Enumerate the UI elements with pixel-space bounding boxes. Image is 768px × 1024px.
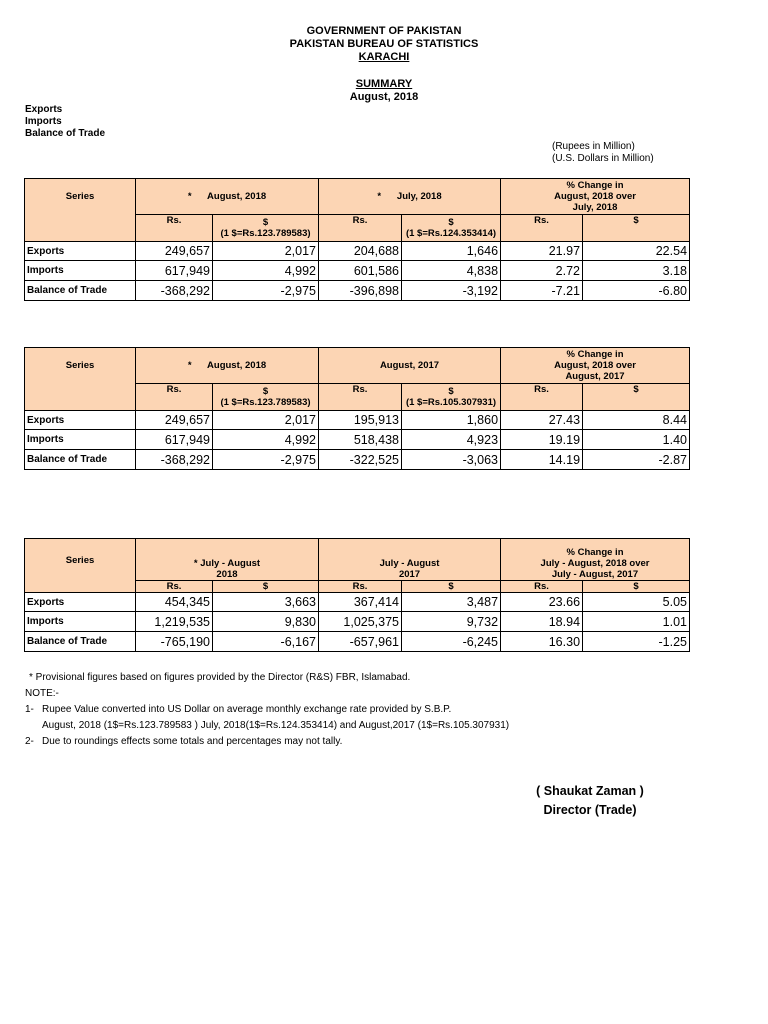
cell-value: 4,992 [213,261,319,281]
cell-value: -3,063 [402,450,501,470]
row-label: Imports [25,430,136,450]
cell-value: -7.21 [501,281,583,301]
rs-subheader: Rs. [319,384,402,411]
table-row [25,450,690,470]
period-b-header: * July, 2018 [319,179,501,215]
period-b-line: July - August [379,558,440,569]
note-heading: NOTE:- [25,688,59,699]
rs-subheader: Rs. [501,581,583,593]
cell-value: 9,732 [402,612,501,632]
left-label-exports: Exports [25,104,63,115]
note-1-number: 1- [25,704,34,715]
usd-subheader [213,384,319,411]
rs-subheader: Rs. [136,581,213,593]
summary-table-yoy [24,347,690,470]
cell-value: -6,167 [213,632,319,652]
table-row [25,632,690,652]
cell-value: 8.44 [583,411,690,430]
summary-table-cumulative [24,538,690,652]
note-2-text: Due to roundings effects some totals and percentages may not tally. [42,736,343,747]
rs-subheader: Rs. [319,215,402,242]
summary-table-monthly [24,178,690,301]
cell-value: 4,992 [213,430,319,450]
change-header-line: July, 2018 [572,202,618,213]
note-1-rates: August, 2018 (1$=Rs.123.789583 ) July, 2018(1$=Rs.124.353414) and August,2017 (1$=Rs.105.307931) [42,720,510,731]
change-header [501,179,690,215]
header-city: KARACHI [358,51,410,63]
units-dollars: (U.S. Dollars in Million) [552,153,654,164]
cell-value: 204,688 [319,242,402,261]
exchange-rate: (1 $=Rs.123.789583) [220,228,311,239]
change-header [501,348,690,384]
row-label: Exports [25,411,136,430]
row-label: Balance of Trade [25,632,136,652]
rs-subheader: Rs. [136,215,213,242]
cell-value: -396,898 [319,281,402,301]
row-label: Exports [25,593,136,612]
period-a-line: 2018 [216,569,238,580]
cell-value: 249,657 [136,411,213,430]
usd-symbol: $ [262,217,269,228]
cell-value: -2,975 [213,281,319,301]
table-row [25,281,690,301]
change-header-line: % Change in [566,349,624,360]
cell-value: 1.01 [583,612,690,632]
provisional-note: * Provisional figures based on figures provided by the Director (R&S) FBR, Islamabad. [29,672,411,683]
cell-value: 3,487 [402,593,501,612]
cell-value: 5.05 [583,593,690,612]
cell-value: 3.18 [583,261,690,281]
cell-value: -368,292 [136,281,213,301]
cell-value: 617,949 [136,430,213,450]
series-header: Series [25,539,136,593]
usd-subheader: $ [583,215,690,242]
cell-value: 22.54 [583,242,690,261]
row-label: Exports [25,242,136,261]
left-label-imports: Imports [25,116,62,127]
usd-symbol: $ [262,386,269,397]
rs-subheader: Rs. [501,384,583,411]
cell-value: -2,975 [213,450,319,470]
cell-value: 1,219,535 [136,612,213,632]
header-government: GOVERNMENT OF PAKISTAN [306,25,462,37]
summary-period: August, 2018 [349,91,419,103]
cell-value: 27.43 [501,411,583,430]
row-label: Imports [25,261,136,281]
table-row [25,593,690,612]
usd-subheader: $ [583,581,690,593]
cell-value: 19.19 [501,430,583,450]
exchange-rate: (1 $=Rs.105.307931) [405,397,497,408]
period-a-line: * July - August [193,558,261,569]
usd-subheader [402,384,501,411]
cell-value: -6,245 [402,632,501,652]
cell-value: 1,860 [402,411,501,430]
period-a-header [136,539,319,581]
usd-symbol: $ [448,386,454,397]
cell-value: 1.40 [583,430,690,450]
cell-value: 4,838 [402,261,501,281]
cell-value: 9,830 [213,612,319,632]
signatory-title: Director (Trade) [543,803,637,817]
change-header [501,539,690,581]
cell-value: 454,345 [136,593,213,612]
change-header-line: % Change in [566,547,624,558]
change-header-line: August, 2018 over [554,191,636,202]
table-row [25,430,690,450]
cell-value: 195,913 [319,411,402,430]
rs-subheader: Rs. [136,384,213,411]
cell-value: -368,292 [136,450,213,470]
header-bureau: PAKISTAN BUREAU OF STATISTICS [289,38,479,50]
cell-value: -3,192 [402,281,501,301]
period-b-header [319,539,501,581]
cell-value: 21.97 [501,242,583,261]
table-row [25,242,690,261]
cell-value: 2,017 [213,242,319,261]
signatory-name: ( Shaukat Zaman ) [536,784,644,798]
period-a-header: * August, 2018 [136,179,319,215]
cell-value: 2,017 [213,411,319,430]
period-b-line: 2017 [398,569,421,580]
table-row [25,261,690,281]
cell-value: 617,949 [136,261,213,281]
left-label-balance: Balance of Trade [25,128,106,139]
series-header: Series [25,348,136,411]
row-label: Imports [25,612,136,632]
usd-subheader: $ [583,384,690,411]
cell-value: 601,586 [319,261,402,281]
note-2-number: 2- [25,736,34,747]
period-a-header: * August, 2018 [136,348,319,384]
usd-subheader: $ [402,581,501,593]
change-header-line: July - August, 2018 over [540,558,650,569]
cell-value: 14.19 [501,450,583,470]
cell-value: 3,663 [213,593,319,612]
row-label: Balance of Trade [25,450,136,470]
change-header-line: July - August, 2017 [551,569,639,580]
cell-value: 1,025,375 [319,612,402,632]
series-header: Series [25,179,136,242]
exchange-rate: (1 $=Rs.124.353414) [405,228,497,239]
cell-value: -1.25 [583,632,690,652]
cell-value: 1,646 [402,242,501,261]
period-b-header: August, 2017 [319,348,501,384]
cell-value: -765,190 [136,632,213,652]
table-row [25,612,690,632]
rs-subheader: Rs. [319,581,402,593]
cell-value: 4,923 [402,430,501,450]
usd-symbol: $ [448,217,454,228]
rs-subheader: Rs. [501,215,583,242]
cell-value: 249,657 [136,242,213,261]
usd-subheader [213,215,319,242]
table-row [25,411,690,430]
summary-title: SUMMARY [355,78,413,90]
cell-value: 18.94 [501,612,583,632]
exchange-rate: (1 $=Rs.123.789583) [220,397,311,408]
cell-value: -322,525 [319,450,402,470]
cell-value: 2.72 [501,261,583,281]
cell-value: -6.80 [583,281,690,301]
usd-subheader [402,215,501,242]
usd-subheader: $ [213,581,319,593]
cell-value: -2.87 [583,450,690,470]
cell-value: 23.66 [501,593,583,612]
change-header-line: % Change in [566,180,624,191]
cell-value: -657,961 [319,632,402,652]
cell-value: 518,438 [319,430,402,450]
cell-value: 367,414 [319,593,402,612]
change-header-line: August, 2017 [565,371,625,382]
note-1-text: Rupee Value converted into US Dollar on average monthly exchange rate provided by S.B.P. [42,704,452,715]
cell-value: 16.30 [501,632,583,652]
change-header-line: August, 2018 over [554,360,636,371]
row-label: Balance of Trade [25,281,136,301]
units-rupees: (Rupees in Million) [552,141,635,152]
